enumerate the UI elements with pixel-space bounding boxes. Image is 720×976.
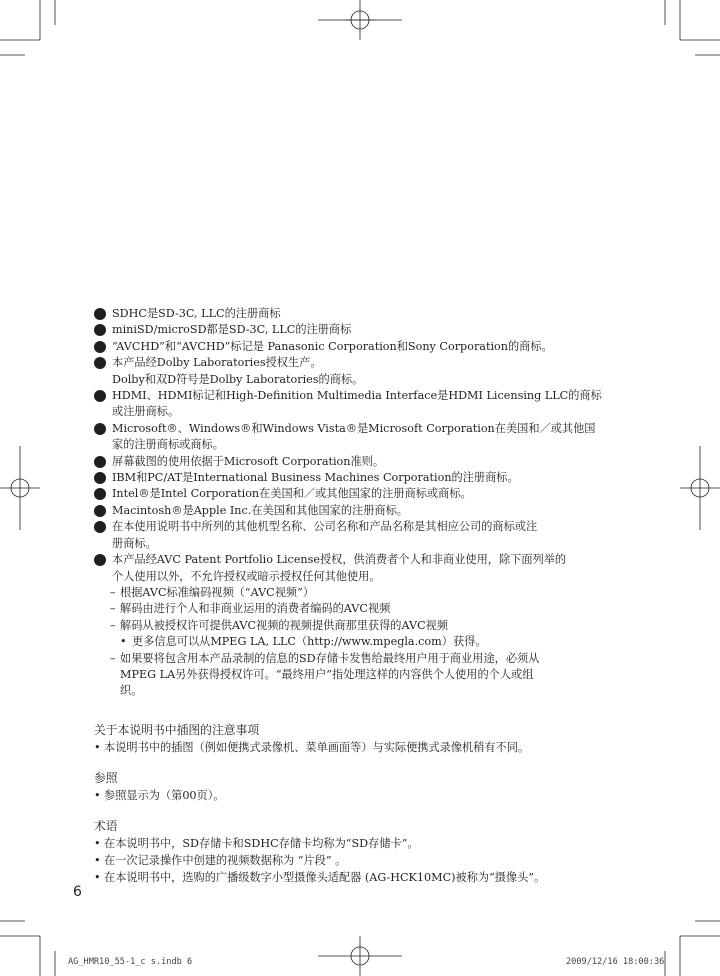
dash-marker: – — [110, 618, 116, 632]
registration-mark-left — [0, 446, 40, 530]
terms-item-text: 在本说明书中，SD存储卡和SDHC存储卡均称为“SD存储卡”。 — [104, 837, 419, 850]
reference-item-text: 参照显示为（第00页）。 — [104, 789, 225, 802]
bullet-dot-icon — [94, 521, 106, 533]
trademark-item — [94, 454, 624, 470]
trademark-line: 在本使用说明书中所列的其他机型名称、公司名称和产品名称是其相应公司的商标或注 — [112, 520, 538, 534]
terms-item — [94, 869, 624, 886]
bullet: • — [94, 741, 101, 754]
trademark-line: 个人使用以外，不允许授权或暗示授权任何其他使用。 — [112, 569, 381, 583]
terms-item-text: 在一次记录操作中创建的视频数据称为 “片段” 。 — [104, 854, 347, 867]
license-term-line: 解码从被授权许可提供AVC视频的视频提供商那里获得的AVC视频 — [120, 618, 449, 632]
trademark-line: 本产品经AVC Patent Portfolio License授权，供消费者个人和非商业使用，除下面列举的 — [112, 553, 567, 567]
dash-marker: – — [110, 585, 116, 599]
bullet: • — [120, 635, 127, 649]
trademark-line: SDHC是SD-3C, LLC的注册商标 — [112, 307, 281, 320]
trademark-list — [94, 306, 624, 700]
trademark-line: Intel®是Intel Corporation在美国和／或其他国家的注册商标或商标。 — [112, 487, 472, 501]
bullet-dot-icon — [94, 341, 106, 353]
notes-section — [94, 722, 624, 756]
trademark-line: 屏幕截图的使用依据于Microsoft Corporation准则。 — [112, 454, 385, 468]
bullet-dot-icon — [94, 324, 106, 336]
license-term — [94, 634, 624, 650]
bullet: • — [94, 871, 101, 884]
bullet-dot-icon — [94, 554, 106, 566]
terms-heading: 术语 — [94, 819, 118, 833]
trademark-line: Microsoft®、Windows®和Windows Vista®是Microsoft Corporation在美国和／或其他国 — [112, 421, 596, 435]
trademark-item — [94, 355, 624, 388]
bullet-dot-icon — [94, 423, 106, 435]
terms-item — [94, 852, 624, 869]
trademark-item — [94, 503, 624, 519]
license-term-line: MPEG LA另外获得授权许可。“最终用户”指处理这样的内容供个人使用的个人或组 — [120, 667, 534, 681]
trademark-item — [94, 552, 624, 585]
registration-mark-right — [680, 446, 720, 530]
footer-file-slug: AG_HMR10_55-1_c s.indb 6 — [68, 957, 193, 967]
terms-item — [94, 835, 624, 852]
bullet-dot-icon — [94, 357, 106, 369]
bullet-dot-icon — [94, 505, 106, 517]
terms-section — [94, 818, 624, 886]
license-term — [94, 618, 624, 634]
trademark-item — [94, 486, 624, 502]
registration-mark-top — [318, 0, 402, 40]
trademark-item — [94, 470, 624, 486]
license-term — [94, 651, 624, 700]
trademark-line: IBM和PC/AT是International Business Machines Corporation的注册商标。 — [112, 471, 519, 485]
trademark-item — [94, 388, 624, 421]
dash-marker: – — [110, 602, 116, 616]
license-term — [94, 585, 624, 601]
reference-item — [94, 787, 624, 804]
notes-heading: 关于本说明书中插图的注意事项 — [94, 723, 260, 737]
license-term-line: 根据AVC标准编码视频（“AVC视频”） — [120, 585, 315, 599]
bullet-dot-icon — [94, 308, 106, 320]
terms-item-text: 在本说明书中，选购的广播级数字小型摄像头适配器 (AG-HCK10MC)被称为“摄像头”。 — [104, 871, 546, 884]
trademark-line: Macintosh®是Apple Inc.在美国和其他国家的注册商标。 — [112, 503, 408, 517]
trademark-item — [94, 339, 624, 355]
license-term — [94, 601, 624, 617]
trademark-line: 或注册商标。 — [112, 405, 180, 419]
trademark-line: 册商标。 — [112, 536, 157, 550]
trademark-line: “AVCHD”和“AVCHD”标记是 Panasonic Corporation和Sony Corporation的商标。 — [112, 339, 553, 353]
reference-section — [94, 770, 624, 804]
bullet: • — [94, 789, 101, 802]
bullet: • — [94, 837, 101, 850]
bullet-dot-icon — [94, 390, 106, 402]
trademark-line: HDMI、HDMI标记和High-Definition Multimedia Interface是HDMI Licensing LLC的商标 — [112, 389, 602, 403]
trademark-item — [94, 421, 624, 454]
bullet: • — [94, 854, 101, 867]
trademark-line: 本产品经Dolby Laboratories授权生产。 — [112, 356, 322, 370]
notes-item — [94, 739, 624, 756]
bullet-dot-icon — [94, 472, 106, 484]
bullet-dot-icon — [94, 456, 106, 468]
license-term-line: 解码由进行个人和非商业运用的消费者编码的AVC视频 — [120, 602, 391, 616]
trademark-item — [94, 519, 624, 552]
dash-marker: – — [110, 651, 116, 665]
trademark-item — [94, 306, 624, 322]
reference-heading: 参照 — [94, 771, 118, 785]
bullet-dot-icon — [94, 488, 106, 500]
trademark-line: miniSD/microSD都是SD-3C, LLC的注册商标 — [112, 323, 352, 337]
footer-timestamp: 2009/12/16 18:00:36 — [566, 957, 665, 967]
license-term-line: 如果要将包含用本产品录制的信息的SD存储卡发售给最终用户用于商业用途，必须从 — [120, 651, 540, 665]
registration-mark-bottom — [318, 936, 402, 976]
notes-item-text: 本说明书中的插图（例如便携式录像机、菜单画面等）与实际便携式录像机稍有不同。 — [104, 741, 530, 754]
license-term-line: 织。 — [120, 684, 143, 698]
trademark-line: 家的注册商标或商标。 — [112, 438, 224, 452]
trademark-line: Dolby和双D符号是Dolby Laboratories的商标。 — [112, 372, 364, 386]
trademark-item — [94, 322, 624, 338]
license-term-line: 更多信息可以从MPEG LA, LLC（http://www.mpegla.com）获得。 — [132, 635, 487, 649]
page-number: 6 — [73, 884, 82, 900]
